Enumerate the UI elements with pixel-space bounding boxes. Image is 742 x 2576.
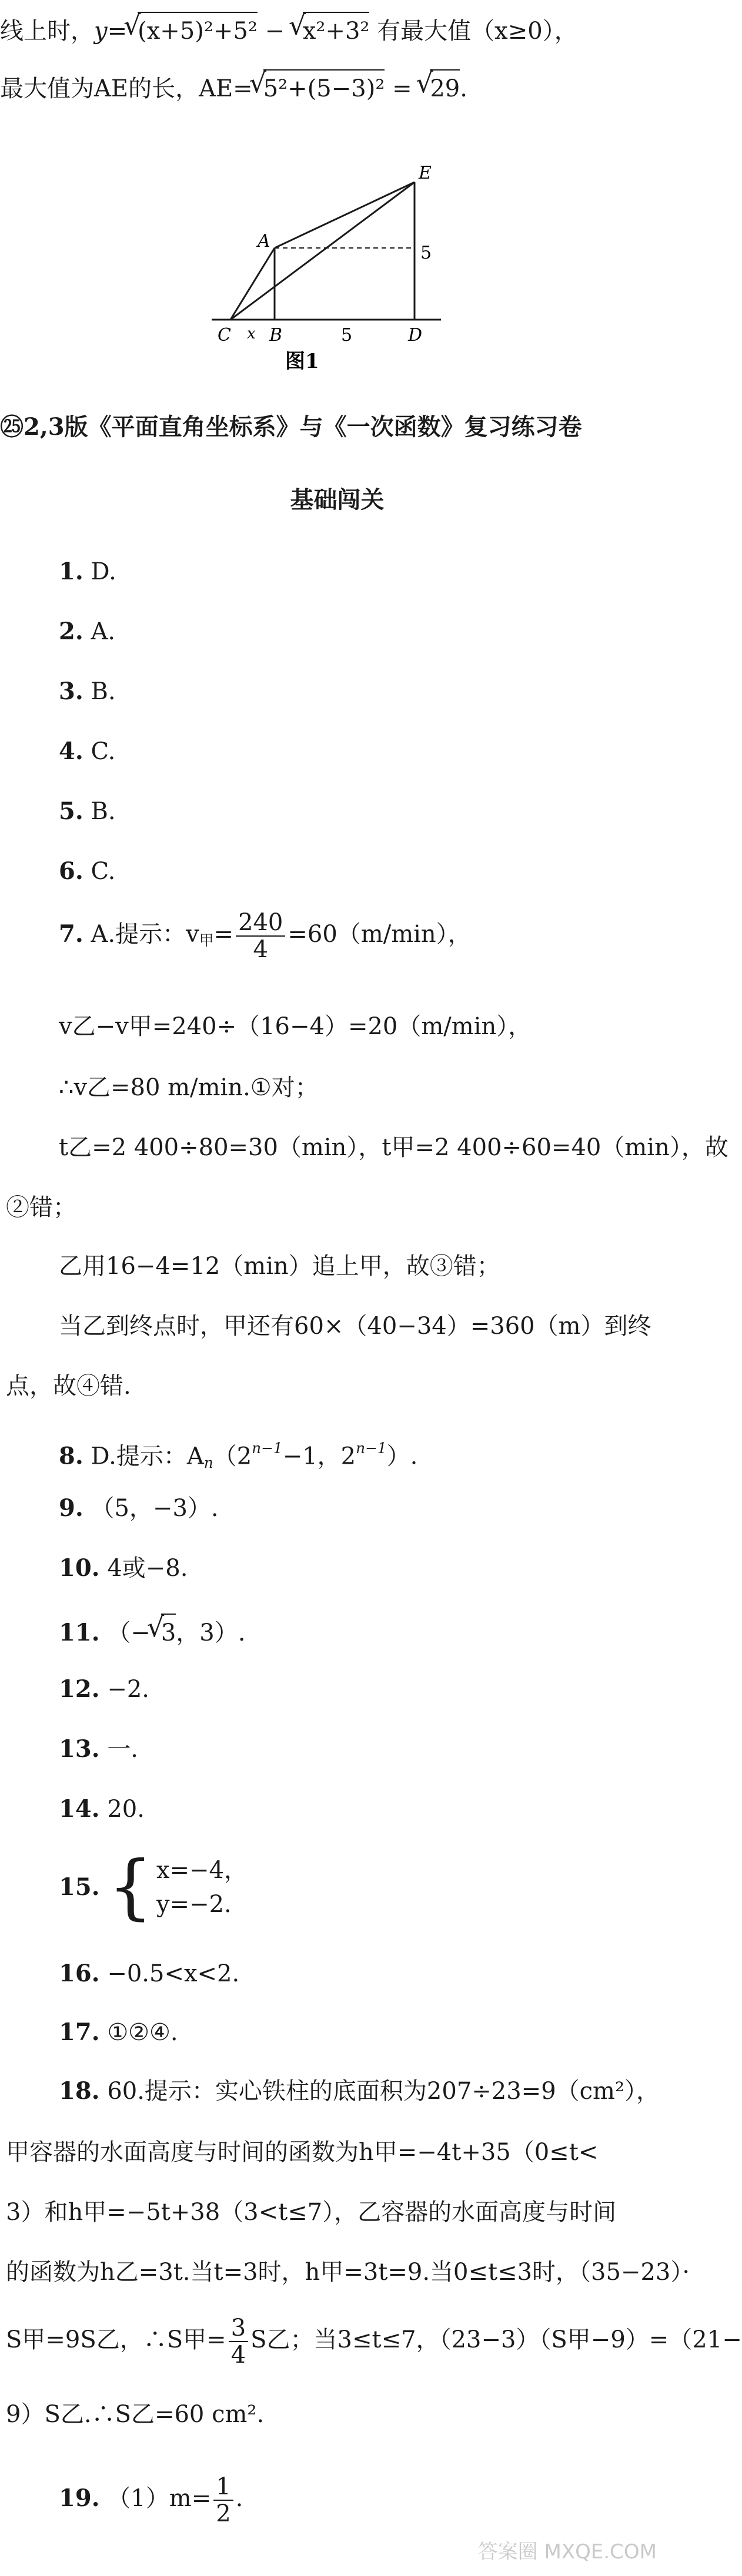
q-answer: 20. <box>107 1796 145 1823</box>
q-number: 7. <box>59 920 83 948</box>
text: . <box>460 75 467 102</box>
denominator: 2 <box>216 2500 231 2527</box>
text: ）. <box>386 1443 418 1470</box>
answer-18-line-1 <box>59 2074 660 2108</box>
text: 有最大值（x≥0）， <box>369 18 578 45</box>
answer-5 <box>59 794 116 829</box>
numerator: 240 <box>236 910 285 937</box>
q-number: 8. <box>59 1442 83 1470</box>
watermark: 答案圈 MXQE.COM <box>477 2540 657 2564</box>
text: （1）m= <box>107 2485 212 2512</box>
q-number: 16. <box>59 1960 100 1987</box>
q-number: 11. <box>59 1619 100 1646</box>
q-answer: 一. <box>107 1736 139 1763</box>
label-x: x <box>247 325 256 343</box>
q-answer: 4或−8. <box>107 1555 188 1582</box>
answer-9 <box>59 1491 219 1525</box>
answer-2 <box>59 615 115 649</box>
equation-row: x=−4， <box>156 1857 248 1884</box>
answer-15 <box>59 1846 248 1928</box>
q-number: 15. <box>59 1873 100 1901</box>
text: −1，2 <box>282 1443 356 1470</box>
q-number: 19. <box>59 2484 100 2512</box>
answer-18-line-2: 甲容器的水面高度与时间的函数为h甲=−4t+35（0≤t< <box>6 2139 599 2166</box>
q-answer: A. <box>91 618 116 645</box>
q-answer: D. <box>91 558 116 585</box>
text: （− <box>107 1619 151 1646</box>
answer-13 <box>59 1732 138 1766</box>
text: 线上时， <box>0 18 94 45</box>
q-number: 17. <box>59 2018 100 2046</box>
q-number: 3. <box>59 677 83 705</box>
q-answer: C. <box>91 858 116 885</box>
denominator: 4 <box>253 936 268 963</box>
answer-7-line-4: t乙=2 400÷80=30（min），t甲=2 400÷60=40（min），故 <box>59 1134 728 1161</box>
answer-18-line-4: 的函数为h乙=3t.当t=3时，h甲=3t=9.当0≤t≤3时，（35−23）· <box>6 2259 690 2286</box>
q-answer: −2. <box>107 1676 149 1703</box>
q-answer: C. <box>91 738 116 765</box>
answer-7-line-5: ②错； <box>6 1194 76 1221</box>
section-heading: ㉕2,3版《平面直角坐标系》与《一次函数》复习练习卷 <box>0 413 582 441</box>
answer-11 <box>59 1614 245 1650</box>
answer-18-line-5 <box>6 2315 742 2368</box>
sqrt-expr-1 <box>127 12 258 48</box>
q-number: 12. <box>59 1675 100 1703</box>
text: 60.提示：实心铁柱的底面积为207÷23=9（cm²）， <box>107 2078 660 2105</box>
q-number: 13. <box>59 1735 100 1763</box>
label-C: C <box>218 325 231 346</box>
answer-7-line-6: 乙用16−4=12（min）追上甲，故③错； <box>59 1253 500 1280</box>
text: （2 <box>213 1443 252 1470</box>
q-number: 10. <box>59 1554 100 1582</box>
segment-CA <box>230 248 275 320</box>
answer-16 <box>59 1957 239 1991</box>
q-number: 1. <box>59 558 83 585</box>
section-subheading: 基础闯关 <box>290 486 385 514</box>
q-number: 2. <box>59 618 83 645</box>
answer-12 <box>59 1672 149 1706</box>
text: . <box>235 2485 243 2512</box>
sqrt-expr-4 <box>419 69 460 106</box>
answer-6 <box>59 854 115 888</box>
answer-7-line-3: ∴v乙=80 m/min.①对； <box>59 1074 319 1101</box>
answer-4 <box>59 734 115 769</box>
text: n−1 <box>252 1440 283 1457</box>
var-y: y <box>94 18 108 45</box>
text: 3 <box>161 1614 176 1650</box>
answer-19 <box>59 2474 243 2527</box>
fraction <box>236 910 285 962</box>
fraction <box>213 2474 233 2527</box>
sqrt-expr-2 <box>292 12 370 48</box>
q-number: 5. <box>59 797 83 825</box>
text: D.提示：A <box>91 1443 204 1470</box>
equation-system <box>108 1846 248 1928</box>
answer-8 <box>59 1431 417 1480</box>
q-answer: （5，−3）. <box>91 1495 219 1522</box>
equation-row: y=−2. <box>156 1891 232 1918</box>
text: 5²+(5−3)² <box>263 69 385 106</box>
label-right-len: 5 <box>420 243 432 263</box>
label-bottom-len: 5 <box>341 325 353 346</box>
answer-7-line-7: 当乙到终点时，甲还有60×（40−34）=360（m）到终 <box>59 1313 651 1340</box>
q-number: 6. <box>59 857 83 885</box>
answer-10 <box>59 1551 188 1585</box>
text: S甲=9S乙，∴S甲= <box>6 2326 226 2353</box>
answer-7-line-8: 点，故④错. <box>6 1373 131 1400</box>
label-E: E <box>419 163 432 183</box>
text: (x+5)²+5² <box>138 12 258 48</box>
q-answer: ①②④. <box>107 2019 178 2046</box>
text: S乙；当3≤t≤7，（23−3）（S甲−9）=（21− <box>250 2326 742 2353</box>
answer-3 <box>59 675 116 709</box>
q-number: 4. <box>59 737 83 765</box>
q-number: 18. <box>59 2077 100 2105</box>
sqrt-expr-3 <box>253 69 385 106</box>
q-number: 14. <box>59 1795 100 1823</box>
label-B: B <box>269 325 283 346</box>
answer-14 <box>59 1792 145 1826</box>
fraction <box>229 2315 248 2368</box>
equation-rows <box>156 1853 248 1921</box>
answer-18-line-3: 3）和h甲=−5t+38（3<t≤7），乙容器的水面高度与时间 <box>6 2199 617 2226</box>
answer-7-line-2: v乙−v甲=240÷（16−4）=20（m/min）， <box>59 1013 532 1040</box>
figure-caption: 图1 <box>285 350 319 373</box>
sqrt-expr <box>151 1614 176 1650</box>
text: − <box>257 18 292 45</box>
numerator: 3 <box>229 2315 248 2342</box>
text: n−1 <box>356 1440 387 1457</box>
segment-AE <box>275 182 415 248</box>
answer-17 <box>59 2015 178 2050</box>
geometry-figure <box>200 165 470 382</box>
q-answer: −0.5<x<2. <box>107 1960 240 1987</box>
answer-1 <box>59 555 116 589</box>
numerator: 1 <box>213 2474 233 2501</box>
q-answer: B. <box>91 678 116 705</box>
answer-18-line-6: 9）S乙.∴S乙=60 cm². <box>6 2401 265 2428</box>
label-D: D <box>408 325 423 346</box>
intro-line-1 <box>0 12 578 48</box>
q-answer: B. <box>91 798 116 825</box>
brace-icon: { <box>108 1846 153 1928</box>
text: A.提示：v <box>91 921 199 948</box>
text: n <box>203 1454 213 1471</box>
text: ，3）. <box>176 1619 246 1646</box>
text: x²+3² <box>303 12 370 48</box>
label-A: A <box>258 231 270 251</box>
text: 甲 <box>199 932 214 950</box>
text: 最大值为AE的长，AE= <box>0 75 253 102</box>
text: 29 <box>430 69 460 106</box>
text: = <box>213 921 234 948</box>
text: =60（m/min）， <box>288 921 472 948</box>
text: = <box>107 18 128 45</box>
q-number: 9. <box>59 1494 83 1522</box>
answer-7-line-1 <box>59 910 472 962</box>
intro-line-2 <box>0 69 467 106</box>
text: = <box>385 75 420 102</box>
denominator: 4 <box>230 2342 246 2369</box>
